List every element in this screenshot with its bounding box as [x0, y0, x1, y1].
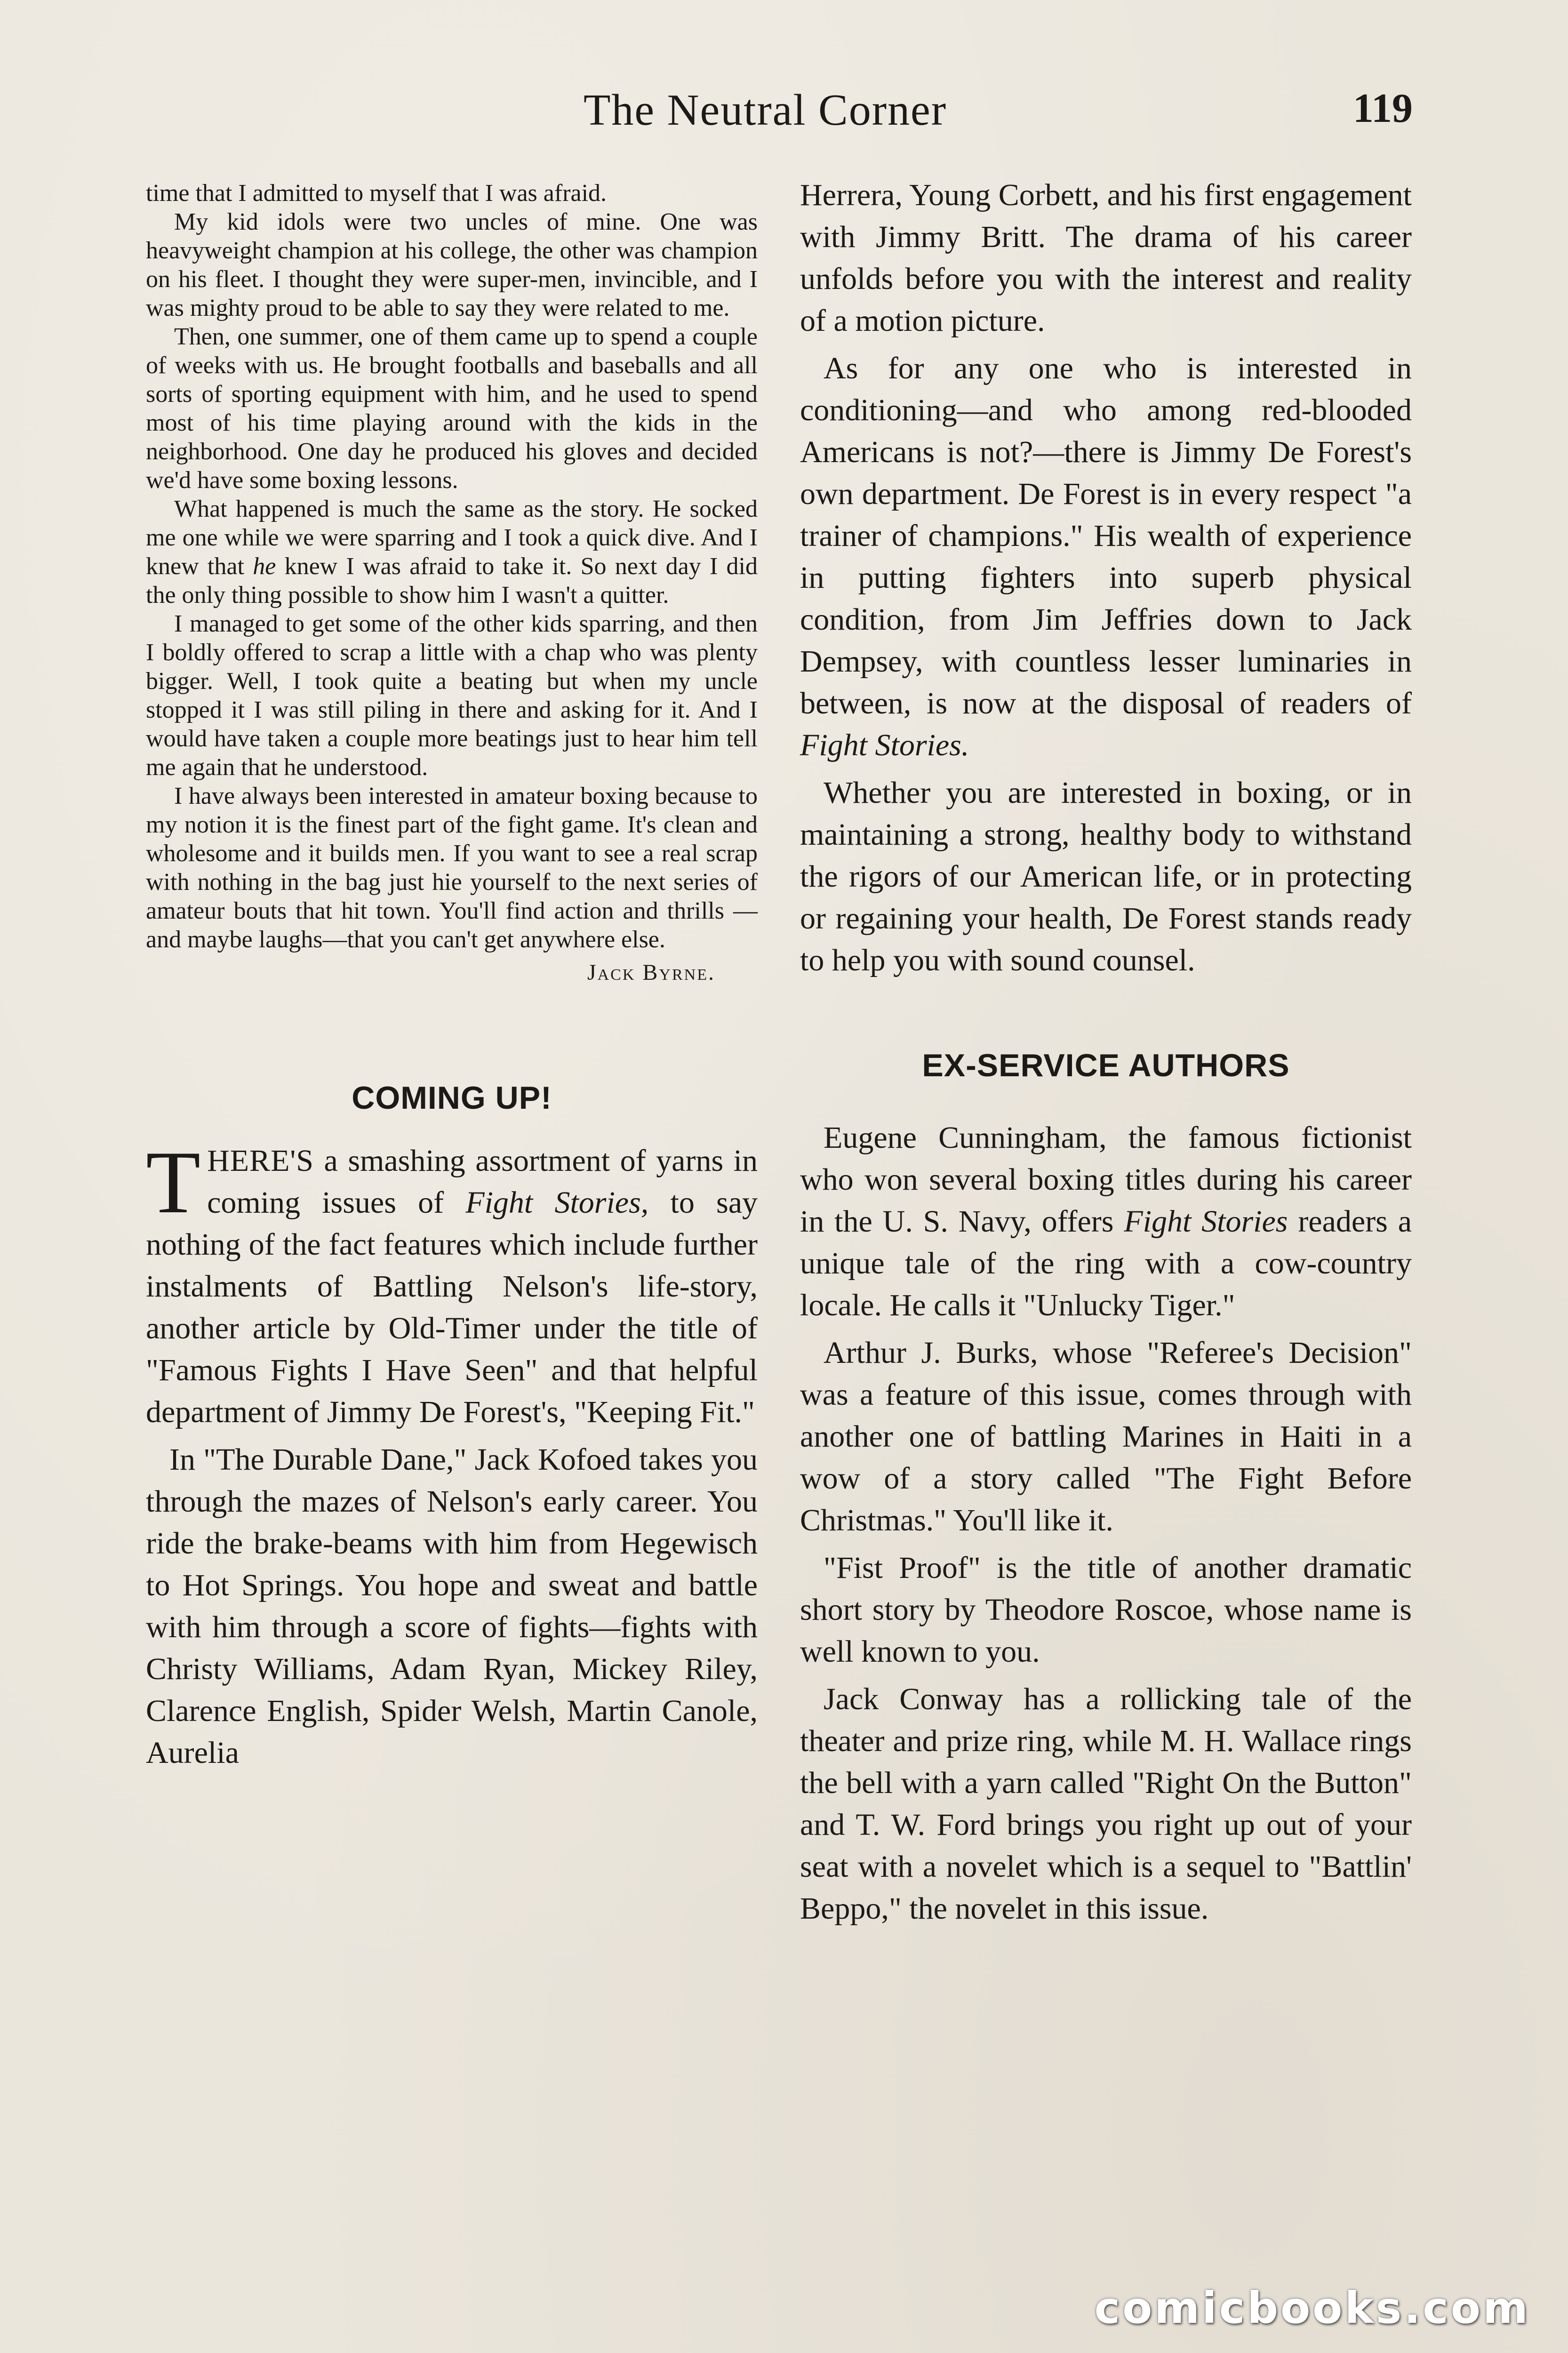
whether-paragraph: Whether you are interested in boxing, or in maintaining a strong, healthy body to withstand the rigors of our American life, or in protecting or regaining your health, De Forest stands ready to help you with sound counsel. [800, 776, 1412, 977]
conditioning-paragraph [800, 347, 1412, 766]
opening-caps: HERE'S [207, 1144, 314, 1178]
byrne-paragraph-amateur: I have always been interested in amateur boxing because to my notion it is the finest part of the fight game. It's clean and wholesome and it builds men. If you want to see a real scrap with nothing in the bag just hie yourself to the next series of amateur bouts that hit town. You'll find action and thrills —and maybe laughs—that you can't get anywhere else. [146, 783, 758, 953]
byrne-paragraph-summer: Then, one summer, one of them came up to spend a couple of weeks with us. He brought footballs and baseballs and all sorts of sporting equipment with him, and he used to spend most of his time playing around with the kids in the neighborhood. One day he produced his gloves and decided we'd have some boxing lessons. [146, 323, 758, 494]
ex-service-paragraph-4: Jack Conway has a rollicking tale of the theater and prize ring, while M. H. Wallace rings the bell with a yarn called "Right On the Button" and T. W. Ford brings you right up out of your seat with a novelet which is a sequel to "Battlin' Beppo," the novelet in this issue. [800, 1682, 1412, 1926]
coming-up-p1-text-a: a smashing assortment of yarns in coming issues of [207, 1144, 758, 1220]
site-watermark: comicbooks.com [1094, 2283, 1530, 2333]
drop-cap: T [146, 1133, 201, 1232]
left-column [146, 179, 758, 1774]
coming-up-paragraph-1 [146, 1133, 758, 1433]
coming-up-p1-text-b: to say nothing of the fact features which include further instalments of Battling Nelson's life-story, another article by Old-Timer under the title of "Famous Fights I Have Seen" and that helpful department of Jimmy De Forest's, "Keeping Fit." [146, 1185, 758, 1429]
coming-up-paragraph-2: In "The Durable Dane," Jack Kofoed takes you through the mazes of Nelson's early career. You ride the brake-beams with him from Hegewisch to Hot Springs. You hope and sweat and battle with him through a score of fights—fights with Christy Williams, Adam Ryan, Mickey Riley, Clarence English, Spider Welsh, Martin Canole, Aurelia [146, 1442, 758, 1770]
ex-service-heading: EX-SERVICE AUTHORS [922, 1048, 1290, 1083]
ex-service-p1-text-b: readers a unique tale of the ring with a cow-country locale. He calls it "Unlucky Tiger." [800, 1204, 1412, 1322]
coming-up-heading: COMING UP! [352, 1080, 552, 1116]
ex-service-p1-text-a: Eugene Cunningham, the famous fictionist who won several boxing titles during his career in the U. S. Navy, offers [800, 1120, 1412, 1239]
byrne-paragraph-idols: My kid idols were two uncles of mine. One was heavyweight champion at his college, the other was champion on his fleet. I thought they were super-men, invincible, and I was mighty proud to be able to say they were related to me. [146, 208, 758, 321]
page-number: 119 [1352, 86, 1413, 131]
ex-service-paragraph-1 [800, 1117, 1412, 1326]
byrne-paragraph-what-happened [146, 495, 758, 609]
running-title: The Neutral Corner [584, 86, 947, 135]
what-happened-text-b: knew I was afraid to take it. So next day I did the only thing possible to show him I wasn't a quitter. [146, 553, 758, 608]
byrne-paragraph-managed: I managed to get some of the other kids sparring, and then I boldly offered to scrap a little with a chap who was plenty bigger. Well, I took quite a beating but when my uncle stopped it I was still piling in there and asking for it. And I would have taken a couple more beatings just to hear him tell me again that he understood. [146, 610, 758, 781]
ex-service-paragraph-2: Arthur J. Burks, whose "Referee's Decision" was a feature of this issue, comes through with another one of battling Marines in Haiti in a wow of a story called "The Fight Before Christmas." You'll like it. [800, 1336, 1412, 1537]
conditioning-text: As for any one who is interested in conditioning—and who among red-blooded Americans is not?—there is Jimmy De Forest's own department. De Forest is in every respect "a trainer of champions." His wealth of experience in putting fighters into superb physical condition, from Jim Jeffries down to Jack Dempsey, with countless lesser luminaries in between, is now at the disposal of readers of [800, 351, 1412, 720]
ex-service-paragraph-3: "Fist Proof" is the title of another dramatic short story by Theodore Roscoe, whose name is well known to you. [800, 1551, 1412, 1669]
ex-service-p1-italic: Fight Stories [1124, 1204, 1288, 1239]
what-happened-text-a: What happened is much the same as the story. He socked me one while we were sparring and I took a quick dive. And I knew that [146, 496, 758, 580]
byrne-paragraph-continued: time that I admitted to myself that I was afraid. [146, 180, 607, 207]
what-happened-italic: he [253, 553, 276, 580]
durable-dane-continued: Herrera, Young Corbett, and his first engagement with Jimmy Britt. The drama of his career unfolds before you with the interest and reality of a motion picture. [800, 178, 1412, 338]
author-byline: Jack Byrne. [587, 960, 715, 985]
coming-up-p1-italic: Fight Stories, [465, 1185, 649, 1220]
right-column [800, 174, 1412, 1929]
conditioning-italic: Fight Stories. [800, 728, 969, 762]
